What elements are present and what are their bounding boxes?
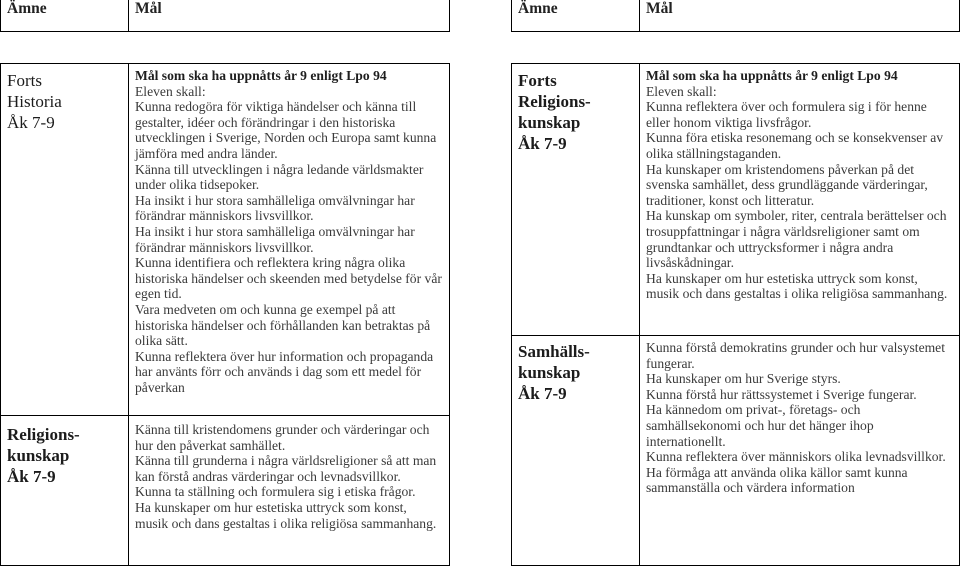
subject-line: Åk 7-9 — [518, 134, 567, 153]
subject-line: Forts — [518, 71, 557, 90]
goal-text: Ha kunskaper om hur Sverige styrs. — [646, 371, 841, 387]
goal-column-header: Mål — [129, 0, 450, 32]
subject-line: kunskap — [7, 446, 70, 465]
subject-line: Åk 7-9 — [518, 384, 567, 403]
table-header-row — [512, 0, 960, 32]
goals-heading: Mål som ska ha uppnåtts år 9 enligt Lpo 94 — [135, 68, 387, 83]
subject-line: Åk 7-9 — [7, 467, 56, 486]
goal-text: Kunna föra etiska resonemang och se konsekvenser av olika ställningstaganden. — [646, 130, 944, 161]
goal-text: Ha insikt i hur stora samhälleliga omvälvningar har förändrar människors livsvillkor. — [135, 192, 415, 224]
table-row — [512, 336, 960, 566]
goal-text: Kunna identifiera och reflektera kring några olika historiska händelser och skeenden med betydelse för vår egen tid. — [135, 255, 442, 302]
goals-cell — [640, 64, 960, 336]
subject-line: Samhälls- — [518, 342, 590, 361]
goal-text: Kunna redogöra för viktiga händelser och känna till gestalter, idéer och förändringar i den historiska utvecklingen i Sverige, Norden och Europa samt kunna jämföra med andra länder. — [135, 99, 437, 161]
goal-text: Eleven skall: — [135, 83, 206, 99]
goals-heading: Mål som ska ha uppnåtts år 9 enligt Lpo 94 — [646, 68, 898, 83]
goal-text: Kunna ta ställning och formulera sig i etiska frågor. — [135, 484, 416, 500]
table-header-row — [1, 0, 450, 32]
subject-line: kunskap — [518, 113, 581, 132]
right-goals-table — [511, 0, 960, 566]
left-goals-table — [0, 0, 450, 566]
goal-text: Ha insikt i hur stora samhälleliga omvälvningar har förändrar människors livsvillkor. — [135, 223, 415, 255]
subject-line: Religions- — [7, 425, 80, 444]
goal-text: Ha kunskap om symboler, riter, centrala berättelser och trosuppfattningar i några världsreligioner samt om grundtankar och uttrycksformer i några andra livsåskådningar. — [646, 208, 947, 271]
subject-cell — [512, 64, 640, 336]
goals-cell — [640, 336, 960, 566]
goal-text: Kunna förstå demokratins grunder och hur valsystemet fungerar. — [646, 340, 945, 371]
goal-text: Känna till kristendomens grunder och värderingar och hur den påverkat samhället. — [135, 422, 430, 453]
goal-text: Ha kunskaper om hur estetiska uttryck som konst, musik och dans gestaltas i olika religiösa sammanhang. — [135, 499, 437, 531]
goal-text: Kunna reflektera över och formulera sig i för henne eller honom viktiga livsfrågor. — [646, 99, 927, 130]
goal-text: Ha förmåga att använda olika källor samt kunna sammanställa och värdera information — [646, 464, 908, 496]
table-row — [1, 64, 450, 416]
subject-line: kunskap — [518, 363, 581, 382]
subject-cell — [1, 416, 129, 566]
goal-text: Kunna reflektera över hur information och propaganda har använts förr och används i dag som ett medel för påverkan — [135, 348, 434, 395]
subject-line: Åk 7-9 — [7, 113, 55, 132]
goal-text: Känna till utvecklingen i några ledande världsmakter under olika tidsepoker. — [135, 161, 424, 193]
goal-text: Kunna reflektera över människors olika levnadsvillkor. — [646, 449, 946, 465]
table-row — [1, 416, 450, 566]
goal-text: Ha kunskaper om kristendomens påverkan på det svenska samhället, dess grundläggande värderingar, traditioner, konst och litteratur. — [646, 161, 928, 208]
goal-text: Känna till grunderna i några världsreligioner så att man kan förstå andras värderingar och levnadsvillkor. — [135, 453, 437, 484]
goal-text: Eleven skall: — [646, 83, 717, 99]
table-row — [512, 64, 960, 336]
subject-column-header: Ämne — [512, 0, 640, 32]
subject-line: Forts — [7, 71, 42, 90]
goal-text: Ha kunskaper om hur estetiska uttryck som konst, musik och dans gestaltas i olika religiösa sammanhang. — [646, 270, 948, 302]
subject-line: Historia — [7, 92, 62, 111]
subject-cell — [512, 336, 640, 566]
goal-column-header: Mål — [640, 0, 960, 32]
goal-text: Kunna förstå hur rättssystemet i Sverige fungerar. — [646, 386, 917, 402]
goals-cell — [129, 416, 450, 566]
subject-cell — [1, 64, 129, 416]
goal-text: Vara medveten om och kunna ge exempel på att historiska händelser och förhållanden kan betraktas på olika sätt. — [135, 301, 431, 349]
subject-column-header: Ämne — [1, 0, 129, 32]
goals-cell — [129, 64, 450, 416]
subject-line: Religions- — [518, 92, 591, 111]
goal-text: Ha kännedom om privat-, företags- och samhällsekonomi och hur det hänger ihop internationellt. — [646, 402, 874, 449]
